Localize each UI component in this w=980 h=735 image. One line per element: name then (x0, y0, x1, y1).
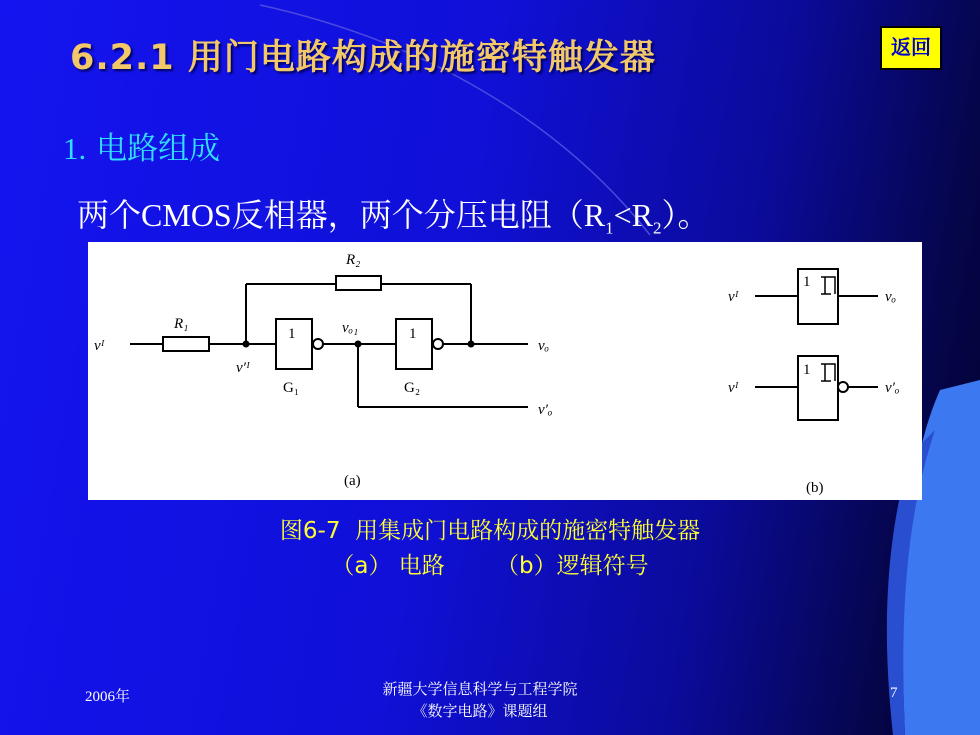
label-vo1: vₒ₁ (342, 320, 359, 336)
label-vo-prime: v′ₒ (538, 402, 553, 418)
footer-org-line1: 新疆大学信息科学与工程学院 (382, 682, 578, 698)
resistor-r2 (336, 276, 381, 290)
symbol-2-one: 1 (803, 362, 811, 378)
section-label: 电路组成 (96, 131, 221, 167)
desc-cmos: CMOS (141, 197, 232, 233)
resistor-r1 (163, 337, 209, 351)
label-vo-prime-b2: v′ₒ (885, 380, 900, 396)
label-r2: R₂ (346, 252, 361, 268)
footer-page-number: 7 (890, 685, 898, 701)
desc-r2: R (631, 197, 653, 233)
desc-r1: R (583, 197, 606, 233)
figure-caption-title: 图6-7 用集成门电路构成的施密特触发器 (279, 518, 701, 544)
description (77, 190, 709, 238)
desc-r1-sub: 1 (605, 218, 614, 238)
label-g2: G₂ (404, 380, 421, 396)
gate-g1-label: 1 (288, 326, 296, 342)
footer-year: 2006年 (85, 689, 131, 705)
desc-lt: < (613, 197, 632, 233)
label-vi: vᴵ (94, 338, 105, 354)
footer-org-line2: 《数字电路》课题组 (412, 704, 548, 720)
desc-mid: 反相器，两个分压电阻（ (231, 196, 584, 234)
circuit-figure (88, 242, 922, 500)
label-vi-b2: vᴵ (728, 380, 739, 396)
section-heading (63, 123, 220, 168)
back-button[interactable]: 返回 (880, 26, 942, 70)
section-number: 1. (63, 131, 87, 166)
label-vi-b1: vᴵ (728, 289, 739, 305)
label-g1: G₁ (283, 380, 300, 396)
slide-title: 6.2.1 用门电路构成的施密特触发器 (70, 38, 656, 78)
circuit-diagram (88, 242, 922, 500)
label-vo-b1: vₒ (885, 289, 896, 305)
label-vo: vₒ (538, 338, 549, 354)
label-b: (b) (806, 480, 824, 496)
gate-g2-label: 1 (409, 326, 417, 342)
label-r1: R₁ (174, 316, 189, 332)
label-vi-prime: v′ᴵ (236, 360, 250, 376)
desc-suffix: ）。 (661, 196, 710, 234)
figure-caption-parts: （a） 电路 （b）逻辑符号 (331, 553, 649, 579)
footer-org (330, 679, 630, 723)
desc-prefix: 两个 (77, 196, 142, 234)
label-a: (a) (344, 473, 361, 489)
symbol-1-one: 1 (803, 274, 811, 290)
desc-r2-sub: 2 (652, 218, 662, 238)
